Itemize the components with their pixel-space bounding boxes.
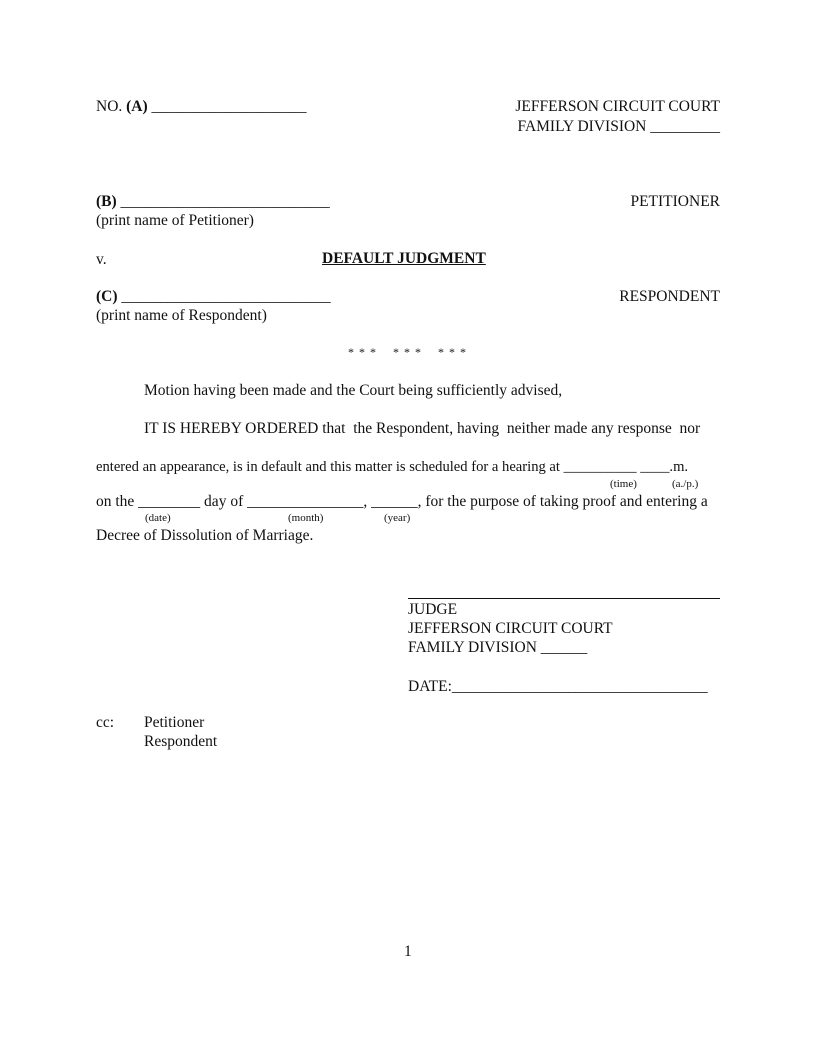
case-no-blank: ____________________	[151, 98, 307, 115]
page-number: 1	[404, 943, 412, 960]
case-no-label: NO.	[96, 98, 123, 115]
judge-court: JEFFERSON CIRCUIT COURT	[408, 620, 613, 637]
case-number-line	[96, 99, 307, 115]
respondent-blank: ___________________________	[121, 288, 331, 305]
respondent-role: RESPONDENT	[619, 288, 720, 305]
judge-label: JUDGE	[408, 601, 458, 618]
petitioner-marker: (B)	[96, 193, 117, 210]
hint-date: (date)	[145, 512, 171, 524]
cc-recipient: Respondent	[144, 733, 218, 750]
signature-line	[408, 598, 720, 599]
paragraph-order-line2: entered an appearance, is in default and this matter is scheduled for a hearing at __________ ____.m.	[96, 459, 689, 475]
cc-recipient: Petitioner	[144, 714, 205, 731]
petitioner-role: PETITIONER	[630, 193, 720, 210]
respondent-marker: (C)	[96, 288, 118, 305]
respondent-line	[96, 289, 331, 305]
versus: v.	[96, 251, 107, 268]
petitioner-hint: (print name of Petitioner)	[96, 212, 254, 229]
hint-month: (month)	[288, 512, 324, 524]
petitioner-line	[96, 194, 330, 210]
hint-am-pm: (a./p.)	[672, 478, 699, 490]
case-no-marker: (A)	[126, 98, 148, 115]
section-separator: * * * * * * * * *	[348, 345, 467, 359]
hint-time: (time)	[610, 478, 637, 490]
court-division: FAMILY DIVISION _________	[517, 118, 720, 135]
paragraph-order-line3: on the ________ day of _______________, ______, for the purpose of taking proof and entering a	[96, 493, 708, 510]
document-title: DEFAULT JUDGMENT	[322, 250, 486, 267]
date-field: DATE:_________________________________	[408, 678, 708, 695]
respondent-hint: (print name of Respondent)	[96, 307, 267, 324]
judge-division: FAMILY DIVISION ______	[408, 639, 588, 656]
petitioner-blank: ___________________________	[120, 193, 330, 210]
paragraph-order-line1: IT IS HEREBY ORDERED that the Respondent, having neither made any response nor	[144, 420, 701, 437]
paragraph-motion: Motion having been made and the Court being sufficiently advised,	[144, 382, 563, 399]
court-name: JEFFERSON CIRCUIT COURT	[515, 98, 720, 115]
cc-label: cc:	[96, 714, 115, 731]
hint-year: (year)	[384, 512, 411, 524]
paragraph-order-line4: Decree of Dissolution of Marriage.	[96, 527, 314, 544]
